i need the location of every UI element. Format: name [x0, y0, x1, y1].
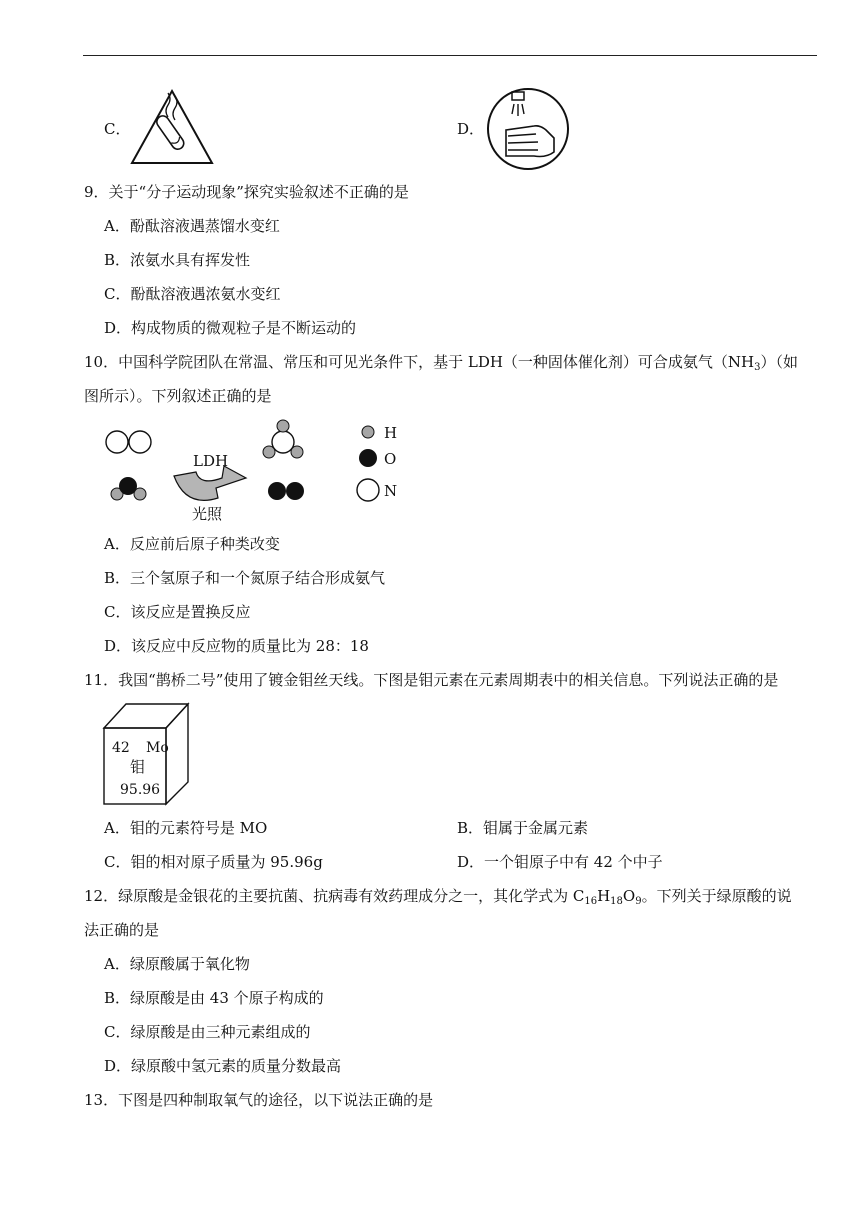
q9-option-a: A．酚酞溶液遇蒸馏水变红	[104, 217, 280, 235]
question-12-stem: 12．绿原酸是金银花的主要抗菌、抗病毒有效药理成分之一，其化学式为 $C_{16}H_{18}O_9$。下列关于绿原酸的说	[84, 887, 792, 907]
q10-option-a: A．反应前后原子种类改变	[104, 535, 280, 553]
question-12-stem-line2: 法正确的是	[84, 921, 160, 939]
question-11-stem: 11．我国“鹊桥二号”使用了镀金钼丝天线。下图是钼元素在元素周期表中的相关信息。下列说法正确的是	[84, 671, 779, 689]
atomic-number: 42	[112, 740, 130, 756]
q11-option-b: B．钼属于金属元素	[457, 819, 589, 837]
hydrogen-atom	[291, 446, 303, 458]
q11-option-a: A．钼的元素符号是 MO	[104, 819, 268, 837]
hot-tube-warning-icon	[128, 87, 216, 167]
q12-option-a: A．绿原酸属于氧化物	[104, 955, 250, 973]
q12-option-d: D．绿原酸中氢元素的质量分数最高	[104, 1057, 342, 1075]
question-10-stem: 10．中国科学院团队在常温、常压和可见光条件下，基于 LDH（一种固体催化剂）可合成氨气$(NH_3)$（如	[84, 353, 799, 373]
question-9-stem: 9．关于“分子运动现象”探究实验叙述不正确的是	[84, 183, 409, 201]
option-d-label: D．	[457, 120, 485, 138]
reaction-diagram	[100, 416, 420, 526]
legend-nitrogen-swatch	[357, 479, 379, 501]
nitrogen-atom	[106, 431, 128, 453]
q12-option-b: B．绿原酸是由 43 个原子构成的	[104, 989, 324, 1007]
q10-option-d: D．该反应中反应物的质量比为 28：18	[104, 637, 369, 655]
hydrogen-atom	[263, 446, 275, 458]
q11-option-c: C．钼的相对原子质量为 95.96g	[104, 853, 323, 871]
q9-option-d: D．构成物质的微观粒子是不断运动的	[104, 319, 357, 337]
q9-option-c: C．酚酞溶液遇浓氨水变红	[104, 285, 281, 303]
legend-oxygen-swatch	[359, 449, 377, 467]
q10-option-c: C．该反应是置换反应	[104, 603, 251, 621]
hydrogen-atom	[277, 420, 289, 432]
legend-oxygen-label: O	[384, 450, 397, 468]
q12-option-c: C．绿原酸是由三种元素组成的	[104, 1023, 311, 1041]
atomic-mass: 95.96	[120, 782, 161, 798]
element-symbol: Mo	[146, 740, 169, 756]
legend-nitrogen-label: N	[384, 482, 398, 500]
hand-washing-icon	[484, 86, 572, 172]
question-13-stem: 13．下图是四种制取氧气的途径，以下说法正确的是	[84, 1091, 434, 1109]
nitrogen-atom	[272, 431, 294, 453]
oxygen-atom	[268, 482, 286, 500]
element-card-molybdenum	[100, 700, 192, 808]
q9-option-b: B．浓氨水具有挥发性	[104, 251, 251, 269]
q10-option-b: B．三个氢原子和一个氮原子结合形成氨气	[104, 569, 386, 587]
element-name: 钼	[130, 758, 146, 776]
legend-hydrogen-label: H	[384, 424, 398, 442]
option-c-label: C．	[104, 120, 131, 138]
catalyst-label: LDH	[193, 452, 229, 470]
oxygen-atom	[286, 482, 304, 500]
legend-hydrogen-swatch	[362, 426, 374, 438]
q11-option-d: D．一个钼原子中有 42 个中子	[457, 853, 663, 871]
question-10-stem-line2: 图所示）。下列叙述正确的是	[84, 387, 272, 405]
reaction-arrow	[174, 466, 246, 500]
header-rule	[83, 55, 817, 56]
oxygen-atom	[119, 477, 137, 495]
nitrogen-atom	[129, 431, 151, 453]
condition-label: 光照	[192, 505, 223, 523]
